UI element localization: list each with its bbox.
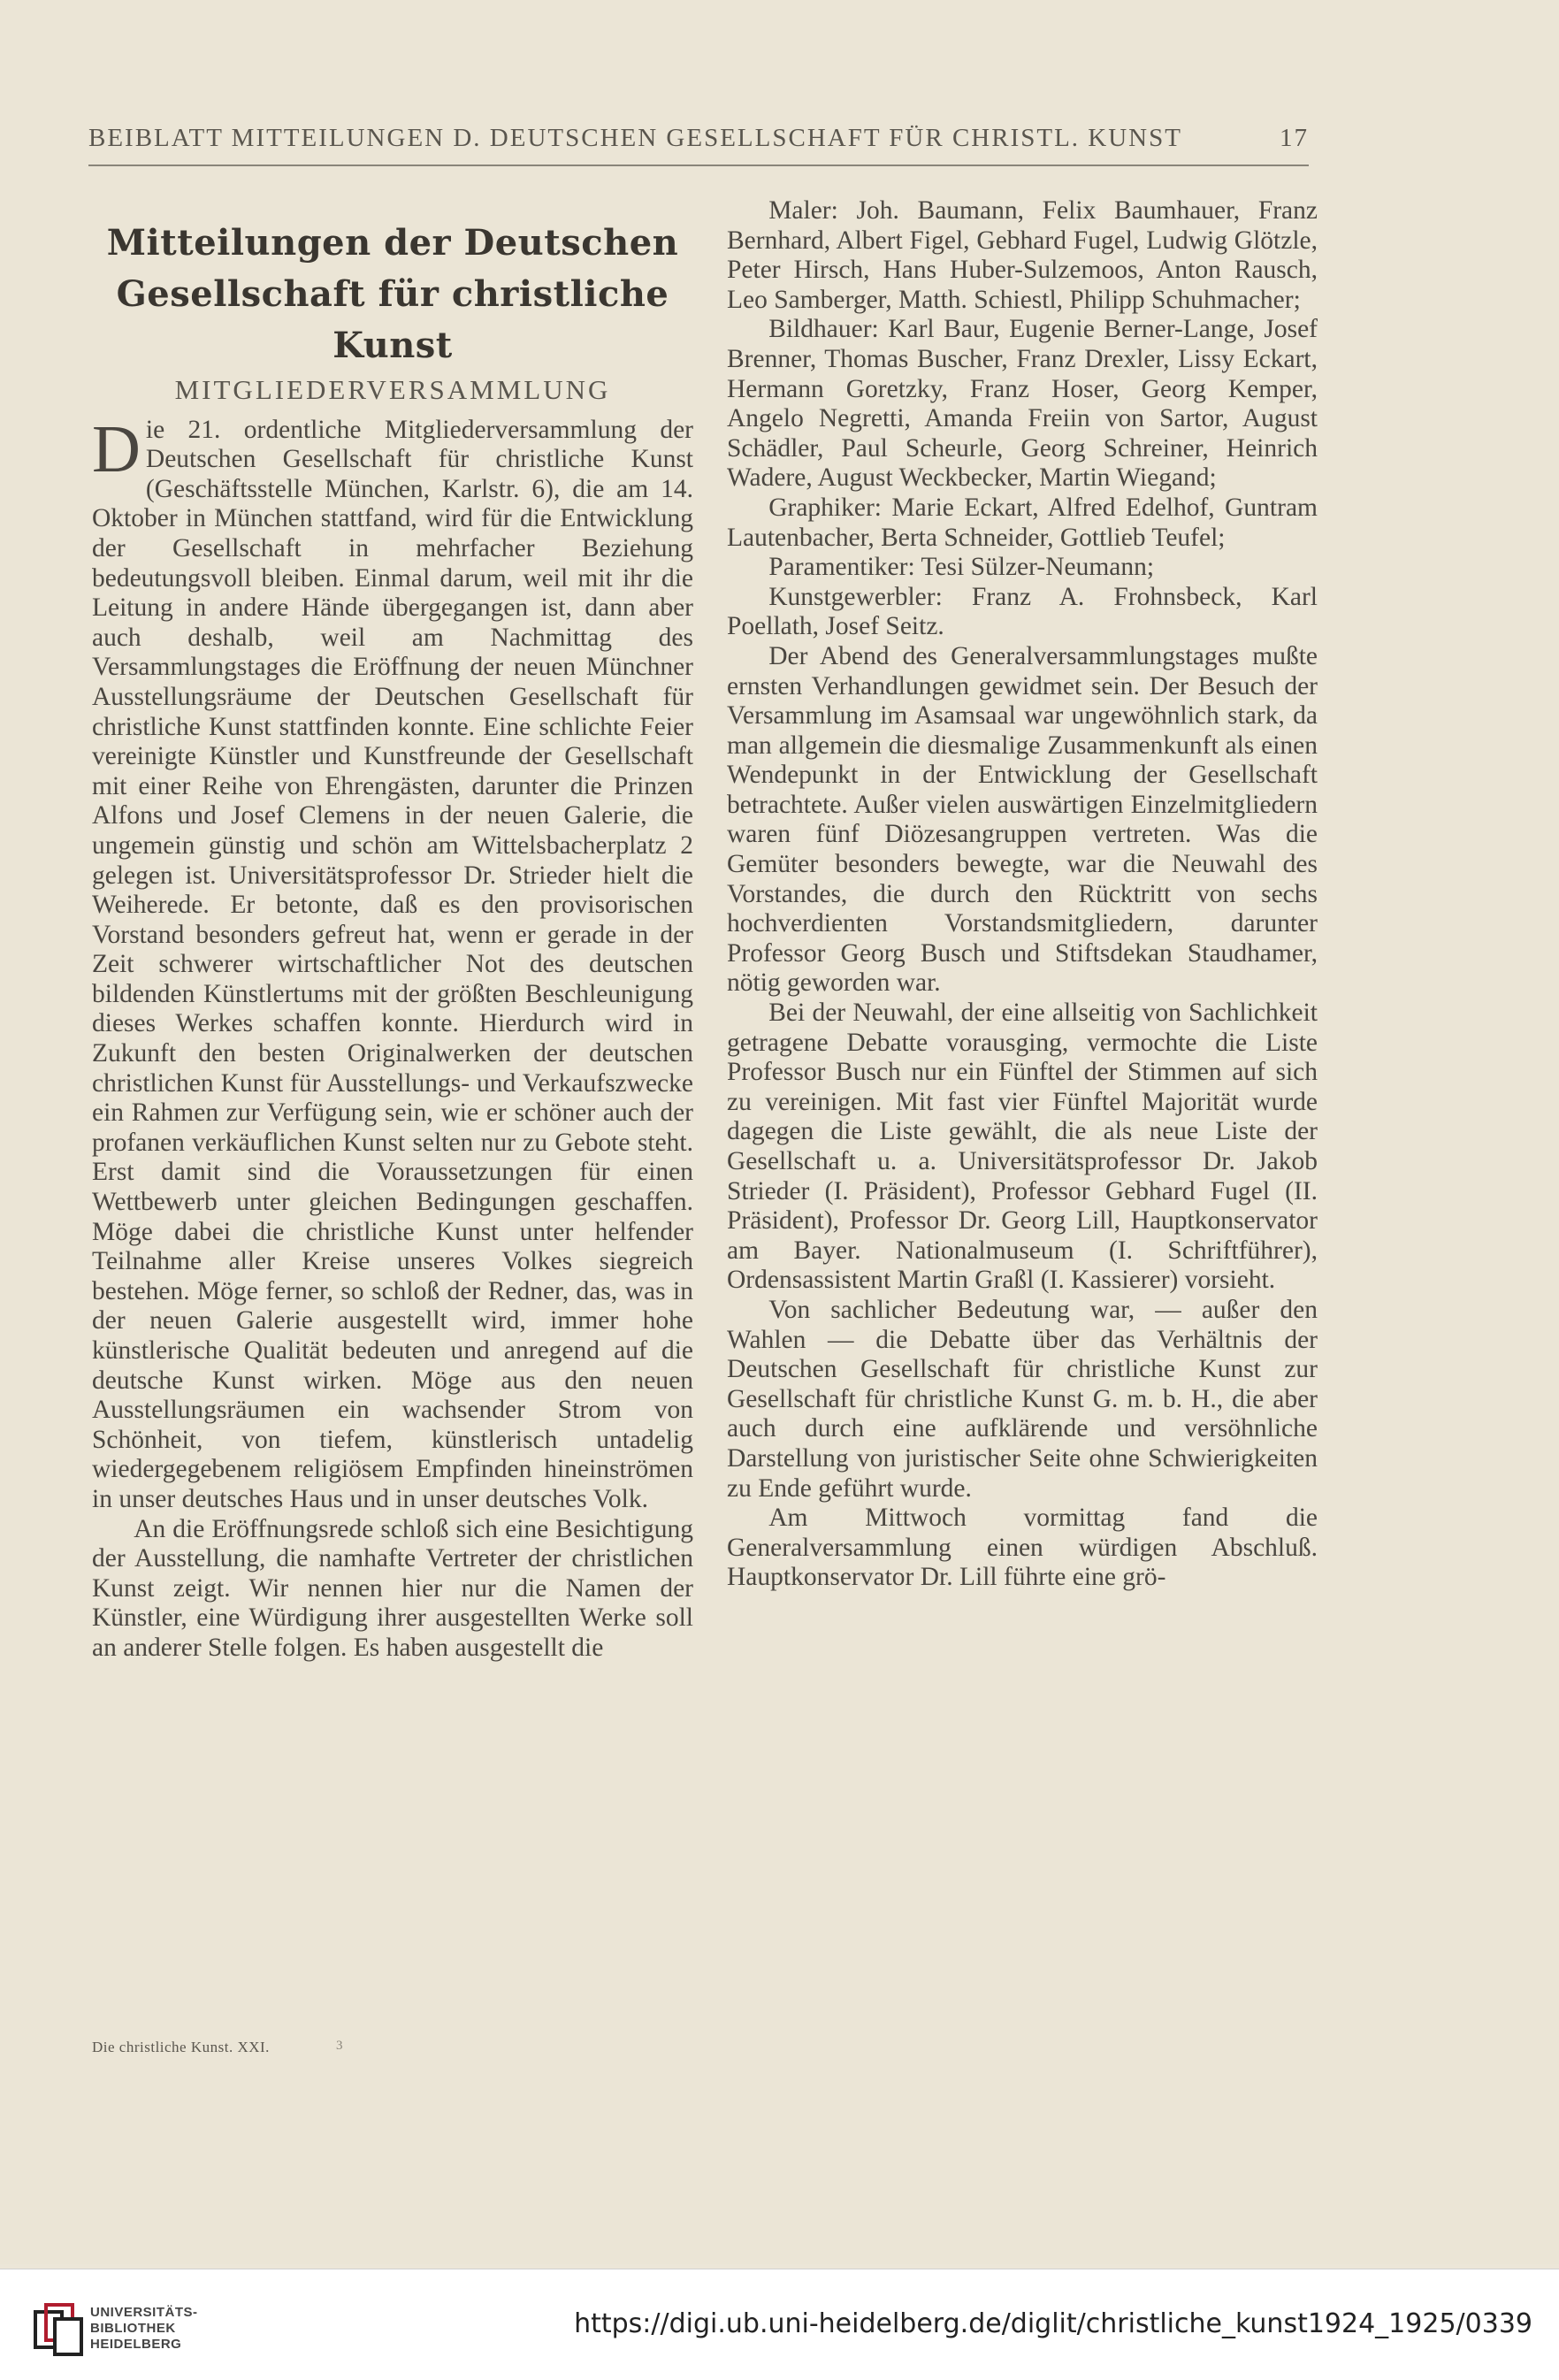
left-paragraph-1 [92,411,693,1515]
right-paragraph-debate: Von sachlicher Bedeutung war, — außer den Wahlen — die Debatte über das Verhältnis der Deutschen Gesellschaft für christliche Kunst zur Gesellschaft für christliche Kunst G. m. b. H., die aber auch durch eine aufklärende und versöhnliche Darstellung von juristischer Seite ohne Schwierigkeiten zu Ende geführt wurde. [727,1295,1318,1503]
article-title-line-1: Mitteilungen der Deutschen [106,222,679,264]
library-name-line-1: UNIVERSITÄTS- [90,2305,198,2320]
running-head [88,124,1309,153]
artist-list-craftsmen: Kunstgewerbler: Franz A. Frohnsbeck, Karl Poellath, Josef Seitz. [727,582,1318,641]
artist-list-painters: Maler: Joh. Baumann, Felix Baumhauer, Franz Bernhard, Albert Figel, Gebhard Fugel, Ludwig Glötzle, Peter Hirsch, Hans Huber-Sulzemoos, Anton Rausch, Leo Samberger, Matth. Schiestl, Philipp Schuhmacher; [727,196,1318,314]
page-number: 17 [1280,124,1309,152]
footer-note: Die christliche Kunst. XXI. [92,2039,270,2055]
permalink-url[interactable]: https://digi.ub.uni-heidelberg.de/diglit/christliche_kunst1924_1925/0339 [574,2308,1532,2339]
drop-cap: D [92,411,141,486]
right-column [727,196,1318,1593]
signature-mark: 3 [336,2039,343,2053]
article-title [92,218,693,371]
right-paragraph-election: Bei der Neuwahl, der eine allseitig von Sachlichkeit getragene Debatte vorausging, vermochte die Liste Professor Busch nur ein Fünftel der Stimmen auf sich zu vereinigen. Mit fast vier Fünftel Majorität wurde dagegen die Liste gewählt, die als neue Liste der Gesellschaft u. a. Universitätsprofessor Dr. Jakob Strieder (I. Präsident), Professor Gebhard Fugel (II. Präsident), Professor Dr. Georg Lill, Hauptkonservator am Bayer. Nationalmuseum (I. Schriftführer), Ordensassistent Martin Graßl (I. Kassierer) vorsieht. [727,999,1318,1295]
artist-list-vestment-makers: Paramentiker: Tesi Sülzer-Neumann; [768,553,1155,582]
left-paragraph-2: An die Eröffnungsrede schloß sich eine Besichtigung der Ausstellung, die namhafte Vertreter der christlichen Kunst zeigt. Wir nennen hier nur die Namen der Künstler, eine Würdigung ihrer ausgestellten Werke soll an anderer Stelle folgen. Es haben ausgestellt die [92,1514,693,1662]
library-name[interactable] [90,2305,198,2353]
left-column [92,200,693,1664]
article-subtitle: MITGLIEDERVERSAMMLUNG [174,374,611,405]
artist-list-graphic-artists: Graphiker: Marie Eckart, Alfred Edelhof, Guntram Lautenbacher, Berta Schneider, Gottlieb Teufel; [727,493,1318,552]
running-head-title: BEIBLATT MITTEILUNGEN D. DEUTSCHEN GESELLSCHAFT FÜR CHRISTL. KUNST [88,124,1182,152]
library-name-line-2: BIBLIOTHEK [90,2321,176,2336]
article-title-line-2: Gesellschaft für christliche Kunst [116,273,669,366]
university-library-logo-icon[interactable] [34,2303,83,2356]
viewer-bar [0,2269,1559,2380]
header-rule [88,165,1309,166]
right-paragraph-closing: Am Mittwoch vormittag fand die Generalversammlung einen würdigen Abschluß. Hauptkonservator Dr. Lill führte eine grö- [727,1504,1318,1592]
library-name-line-3: HEIDELBERG [90,2337,182,2352]
right-paragraph-evening: Der Abend des Generalversammlungstages mußte ernsten Verhandlungen gewidmet sein. Der Besuch der Versammlung im Asamsaal war ungewöhnlich stark, da man allgemein die diesmalige Zusammenkunft als einen Wendepunkt in der Entwicklung der Gesellschaft betrachtete. Außer vielen auswärtigen Einzelmitgliedern waren fünf Diözesangruppen vertreten. Was die Gemüter besonders bewegte, war die Neuwahl des Vorstandes, die durch den Rücktritt von sechs hochverdienten Vorstandsmitgliedern, darunter Professor Georg Busch und Stiftsdekan Staudhamer, nötig geworden war. [727,641,1318,998]
left-paragraph-1-text: ie 21. ordentliche Mitgliederversammlung der Deutschen Gesellschaft für christliche Kunst (Geschäftsstelle München, Karlstr. 6), die am 14. Oktober in München stattfand, wird für die Entwicklung der Gesellschaft in mehrfacher Beziehung bedeutungsvoll bleiben. Einmal darum, weil mit ihr die Leitung in andere Hände übergegangen ist, dann aber auch deshalb, weil am Nachmittag des Versammlungstages die Eröffnung der neuen Münchner Ausstellungsräume der Deutschen Gesellschaft für christliche Kunst stattfinden konnte. Eine schlichte Feier vereinigte Künstler und Kunstfreunde der Gesellschaft mit einer Reihe von Ehrengästen, darunter die Prinzen Alfons und Josef Clemens in der neuen Galerie, die ungemein günstig und schön am Wittelsbacherplatz 2 gelegen ist. Universitätsprofessor Dr. Strieder hielt die Weiherede. Er betonte, daß es den provisorischen Vorstand besonders gefreut hat, wenn er gerade in der Zeit schwerer wirtschaftlicher Not des deutschen bildenden Künstlertums mit der größten Beschleunigung dieses Werkes schaffen konnte. Hierdurch wird in Zukunft den besten Originalwerken der deutschen christlichen Kunst für Ausstellungs- und Verkaufszwecke ein Rahmen zur Verfügung sein, wie er schöner auch der profanen verkäuflichen Kunst selten nur zu Gebote steht. Erst damit sind die Voraussetzungen für einen Wettbewerb unter gleichen Bedingungen geschaffen. Möge dabei die christliche Kunst unter helfender Teilnahme aller Kreise unseres Volkes siegreich bestehen. Möge ferner, so schloß der Redner, das, was in der neuen Galerie ausgestellt wird, immer hohe künstlerische Qualität bedeuten und anregend auf die deutsche Kunst wirken. Möge aus den neuen Ausstellungsräumen ein wachsender Strom von Schönheit, von tiefem, künstlerisch untadelig wiedergegebenem religiösem Empfinden hineinströmen in unser deutsches Haus und in unser deutsches Volk. [92,415,693,1513]
artist-list-sculptors: Bildhauer: Karl Baur, Eugenie Berner-Lange, Josef Brenner, Thomas Buscher, Franz Drexler, Lissy Eckart, Hermann Goretzky, Franz Hoser, Georg Kemper, Angelo Negretti, Amanda Freiin von Sartor, August Schädler, Paul Scheurle, Georg Schreiner, Heinrich Wadere, August Weckbecker, Martin Wiegand; [727,315,1318,493]
